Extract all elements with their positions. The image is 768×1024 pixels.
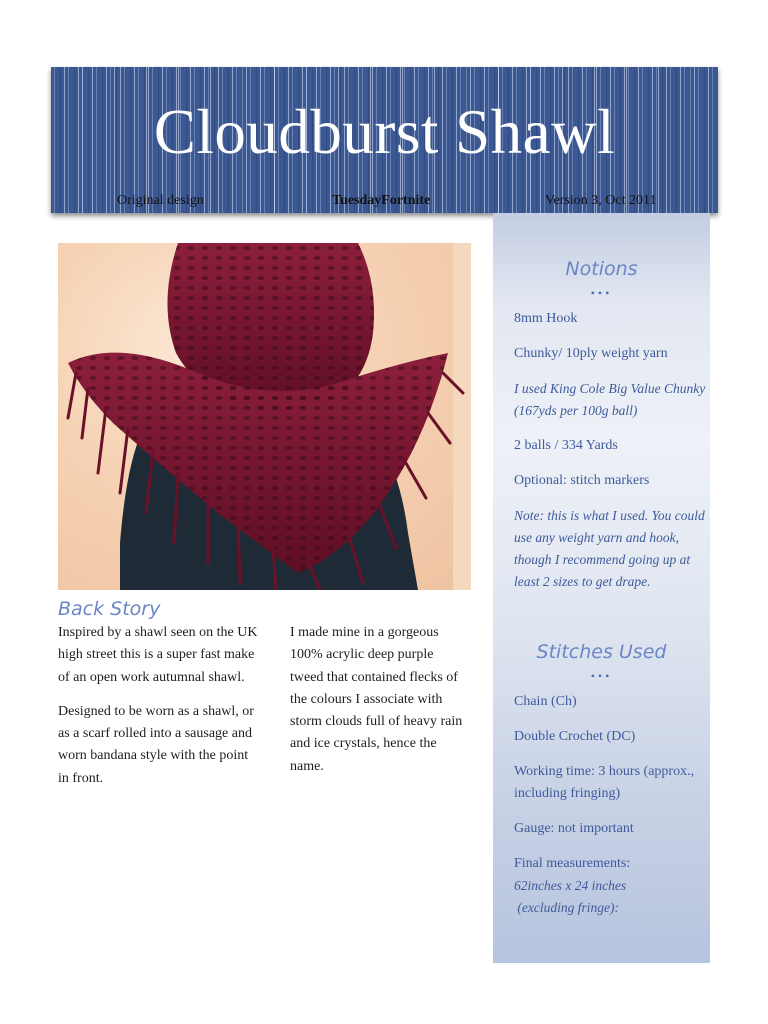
final-measurements-note: (excluding fringe): [514, 900, 619, 915]
notion-yarn-used: I used King Cole Big Value Chunky (167yds per 100g ball) [514, 381, 706, 418]
back-story-para-2: Designed to be worn as a shawl, or as a scarf rolled into a sausage and worn bandana style with the point in front. [58, 703, 254, 786]
notions-heading: Notions [565, 258, 638, 280]
design-label: Original design [117, 193, 204, 208]
version-label: Version 3, Oct 2011 [545, 193, 657, 208]
author-name: TuesdayFortnite [332, 193, 431, 208]
back-story-right-column [290, 622, 470, 790]
back-story-para-3: I made mine in a gorgeous 100% acrylic deep purple tweed that contained flecks of the colours I associate with storm clouds full of heavy rain and ice crystals, hence the name. [290, 625, 463, 774]
stitch-dc: Double Crochet (DC) [514, 729, 636, 744]
notion-hook: 8mm Hook [514, 311, 578, 326]
back-story-left-column [58, 622, 258, 802]
stitches-heading: Stitches Used [536, 641, 667, 663]
sidebar [493, 213, 710, 963]
final-measurements-value: 62inches x 24 inches [514, 878, 627, 893]
working-time: Working time: 3 hours (approx., including fringing) [514, 764, 695, 801]
notion-balls: 2 balls / 334 Yards [514, 438, 618, 453]
shawl-photo [58, 243, 471, 590]
stitches-divider-dots: ••• [590, 669, 613, 683]
notion-yarn: Chunky/ 10ply weight yarn [514, 346, 668, 361]
notion-note: Note: this is what I used. You could use any weight yarn and hook, though I recommend going up at least 2 sizes to get drape. [514, 508, 705, 589]
stitch-chain: Chain (Ch) [514, 694, 577, 709]
notion-optional: Optional: stitch markers [514, 473, 650, 488]
back-story-heading: Back Story [58, 598, 161, 620]
final-measurements-label: Final measurements: [514, 856, 631, 871]
notions-divider-dots: ••• [590, 286, 613, 300]
gauge: Gauge: not important [514, 821, 634, 836]
page-title: Cloudburst Shawl [153, 97, 616, 167]
header-banner [51, 67, 718, 213]
back-story-para-1: Inspired by a shawl seen on the UK high street this is a super fast make of an open work autumnal shawl. [58, 625, 258, 685]
